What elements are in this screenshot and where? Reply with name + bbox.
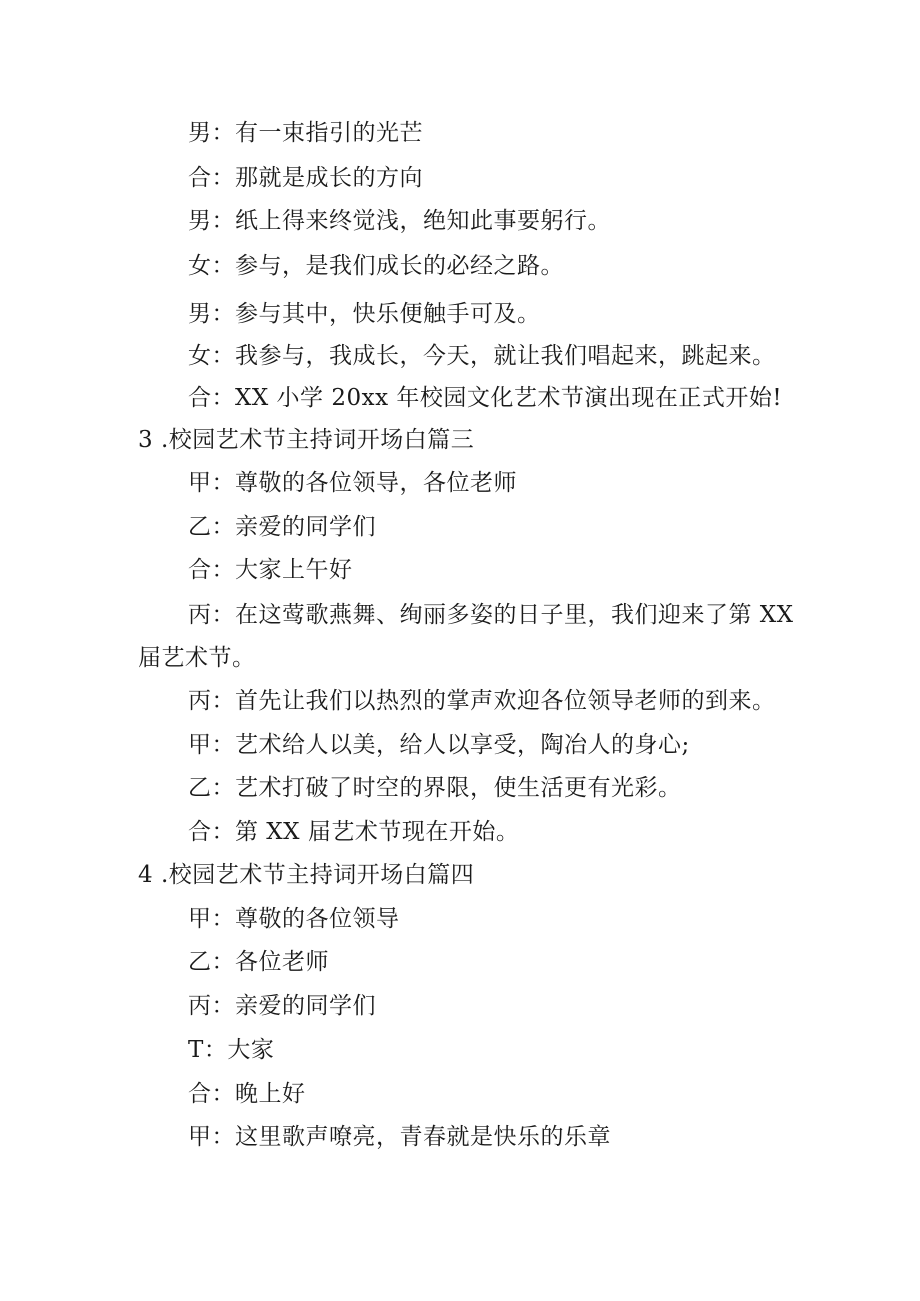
dialogue-line: 合：大家上午好 (188, 557, 353, 583)
dialogue-line: 合：XX 小学 20xx 年校园文化艺术节演出现在正式开始! (188, 385, 783, 411)
dialogue-line: 乙：各位老师 (188, 949, 329, 975)
section-heading: 4 .校园艺术节主持词开场白篇四 (138, 862, 475, 888)
dialogue-line: 男：有一束指引的光芒 (188, 120, 423, 146)
dialogue-line: 合：晚上好 (188, 1081, 306, 1107)
dialogue-line: 乙：艺术打破了时空的界限，使生活更有光彩。 (188, 775, 682, 801)
dialogue-line: 丙：首先让我们以热烈的掌声欢迎各位领导老师的到来。 (188, 688, 776, 714)
dialogue-line: T：大家 (188, 1037, 275, 1063)
dialogue-line: 男：纸上得来终觉浅，绝知此事要躬行。 (188, 208, 611, 234)
dialogue-line: 甲：艺术给人以美，给人以享受，陶冶人的身心; (188, 732, 690, 758)
dialogue-line: 甲：尊敬的各位领导 (188, 906, 400, 932)
dialogue-line: 男：参与其中，快乐便触手可及。 (188, 301, 541, 327)
dialogue-line: 女：我参与，我成长，今天，就让我们唱起来，跳起来。 (188, 343, 776, 369)
dialogue-line-continuation: 届艺术节。 (138, 645, 256, 671)
dialogue-line: 丙：在这莺歌燕舞、绚丽多姿的日子里，我们迎来了第 XX (188, 602, 794, 628)
dialogue-line: 合：那就是成长的方向 (188, 165, 423, 191)
dialogue-line: 甲：尊敬的各位领导，各位老师 (188, 470, 517, 496)
dialogue-line: 女：参与，是我们成长的必经之路。 (188, 253, 564, 279)
dialogue-line: 乙：亲爱的同学们 (188, 514, 376, 540)
dialogue-line: 甲：这里歌声嘹亮，青春就是快乐的乐章 (188, 1124, 611, 1150)
section-heading: 3 .校园艺术节主持词开场白篇三 (138, 427, 475, 453)
dialogue-line: 丙：亲爱的同学们 (188, 993, 376, 1019)
dialogue-line: 合：第 XX 届艺术节现在开始。 (188, 819, 520, 845)
